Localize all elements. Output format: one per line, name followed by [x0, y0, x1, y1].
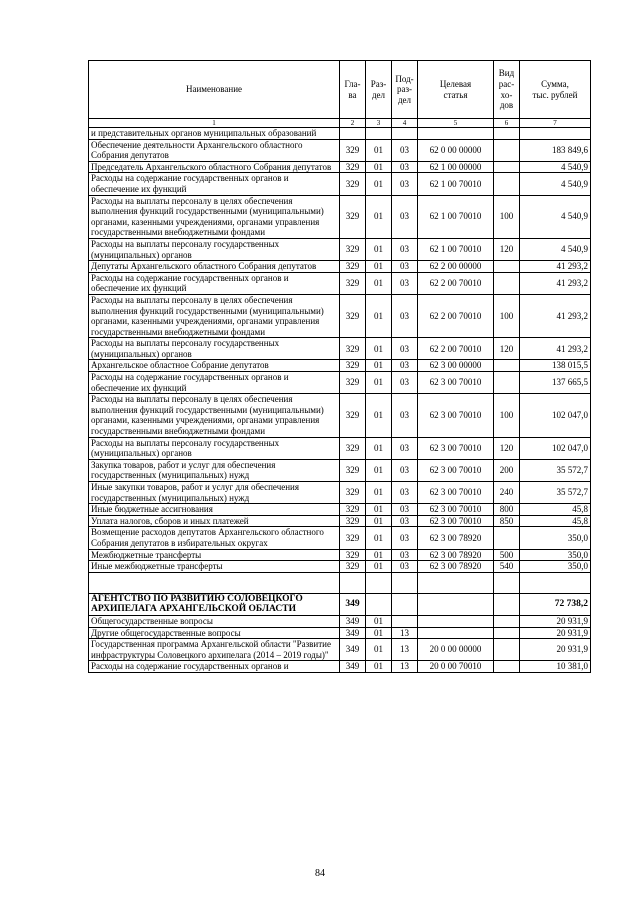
- row-chapter: [340, 572, 366, 593]
- row-target: [418, 615, 494, 627]
- row-sum: [520, 128, 591, 140]
- header-section: Раз- дел: [366, 61, 392, 119]
- column-number: 6: [494, 119, 520, 128]
- column-number: 3: [366, 119, 392, 128]
- row-exptype: 120: [494, 437, 520, 459]
- row-target: 62 3 00 00000: [418, 360, 494, 372]
- row-name: АГЕНТСТВО ПО РАЗВИТИЮ СОЛОВЕЦКОГО АРХИПЕЛАГА АРХАНГЕЛЬСКОЙ ОБЛАСТИ: [89, 593, 340, 615]
- row-section: 01: [366, 394, 392, 437]
- row-name: Расходы на выплаты персоналу государственных (муниципальных) органов: [89, 238, 340, 260]
- row-chapter: 349: [340, 661, 366, 673]
- row-subsection: 03: [392, 161, 418, 173]
- row-sum: 4 540,9: [520, 173, 591, 195]
- row-name: Закупка товаров, работ и услуг для обеспечения государственных (муниципальных) нужд: [89, 459, 340, 481]
- row-target: 20 0 00 00000: [418, 639, 494, 661]
- row-target: 62 1 00 70010: [418, 173, 494, 195]
- row-subsection: 03: [392, 437, 418, 459]
- header-target: Целевая статья: [418, 61, 494, 119]
- row-target: [418, 627, 494, 639]
- row-chapter: 329: [340, 195, 366, 238]
- page-number: 84: [315, 868, 325, 879]
- row-sum: 72 738,2: [520, 593, 591, 615]
- row-name: Государственная программа Архангельской области "Развитие инфраструктуры Соловецкого архипелага (2014 – 2019 годы)": [89, 639, 340, 661]
- header-exptype: Вид рас- хо- дов: [494, 61, 520, 119]
- row-section: 01: [366, 294, 392, 337]
- row-chapter: 329: [340, 338, 366, 360]
- table-row: [89, 661, 591, 673]
- row-sum: 350,0: [520, 561, 591, 573]
- row-sum: 35 572,7: [520, 459, 591, 481]
- row-target: 62 1 00 70010: [418, 195, 494, 238]
- row-subsection: 03: [392, 549, 418, 561]
- row-section: 01: [366, 161, 392, 173]
- row-section: 01: [366, 482, 392, 504]
- row-name: Расходы на выплаты персоналу в целях обеспечения выполнения функций государственными (муниципальными) органами, казенными учреждениями, органами управления государственными внебюджетными фондами: [89, 294, 340, 337]
- row-sum: 350,0: [520, 549, 591, 561]
- row-subsection: 03: [392, 561, 418, 573]
- row-section: 01: [366, 504, 392, 516]
- row-name: Обеспечение деятельности Архангельского областного Собрания депутатов: [89, 139, 340, 161]
- table-row: [89, 639, 591, 661]
- row-subsection: 03: [392, 294, 418, 337]
- column-number-row: [89, 119, 591, 128]
- row-target: 62 0 00 00000: [418, 139, 494, 161]
- row-chapter: 329: [340, 459, 366, 481]
- row-section: 01: [366, 639, 392, 661]
- column-number: 5: [418, 119, 494, 128]
- row-section: 01: [366, 437, 392, 459]
- row-sum: 102 047,0: [520, 394, 591, 437]
- table-row: [89, 593, 591, 615]
- row-chapter: 349: [340, 627, 366, 639]
- table-row: [89, 360, 591, 372]
- table-row: [89, 459, 591, 481]
- spacer-row: [89, 572, 591, 593]
- row-subsection: 13: [392, 661, 418, 673]
- row-subsection: 03: [392, 459, 418, 481]
- column-number: 2: [340, 119, 366, 128]
- row-name: Уплата налогов, сборов и иных платежей: [89, 515, 340, 527]
- row-section: 01: [366, 272, 392, 294]
- column-number: 7: [520, 119, 591, 128]
- row-subsection: 03: [392, 360, 418, 372]
- table-body: [89, 128, 591, 673]
- header-subsection: Под- раз- дел: [392, 61, 418, 119]
- row-name: Другие общегосударственные вопросы: [89, 627, 340, 639]
- row-chapter: [340, 128, 366, 140]
- row-exptype: [494, 272, 520, 294]
- row-section: 01: [366, 261, 392, 273]
- row-sum: 4 540,9: [520, 195, 591, 238]
- row-subsection: 03: [392, 238, 418, 260]
- row-target: 62 1 00 00000: [418, 161, 494, 173]
- row-name: Расходы на содержание государственных органов и обеспечение их функций: [89, 173, 340, 195]
- row-sum: 45,8: [520, 515, 591, 527]
- row-section: 01: [366, 195, 392, 238]
- row-subsection: 03: [392, 261, 418, 273]
- row-sum: 20 931,9: [520, 639, 591, 661]
- row-subsection: 03: [392, 195, 418, 238]
- row-chapter: 329: [340, 394, 366, 437]
- row-chapter: 329: [340, 360, 366, 372]
- row-target: 62 3 00 70010: [418, 394, 494, 437]
- row-sum: 41 293,2: [520, 261, 591, 273]
- row-target: 62 3 00 78920: [418, 549, 494, 561]
- row-chapter: 329: [340, 173, 366, 195]
- row-target: 62 3 00 70010: [418, 459, 494, 481]
- row-exptype: 540: [494, 561, 520, 573]
- row-chapter: 329: [340, 161, 366, 173]
- row-exptype: 200: [494, 459, 520, 481]
- row-target: [418, 572, 494, 593]
- table-row: [89, 272, 591, 294]
- row-exptype: [494, 627, 520, 639]
- row-name: Председатель Архангельского областного Собрания депутатов: [89, 161, 340, 173]
- row-section: 01: [366, 627, 392, 639]
- row-target: 62 1 00 70010: [418, 238, 494, 260]
- table-row: [89, 482, 591, 504]
- row-subsection: 03: [392, 527, 418, 549]
- row-subsection: 03: [392, 272, 418, 294]
- row-target: [418, 128, 494, 140]
- row-name: Расходы на содержание государственных органов и обеспечение их функций: [89, 272, 340, 294]
- row-subsection: [392, 572, 418, 593]
- row-section: 01: [366, 661, 392, 673]
- table-row: [89, 627, 591, 639]
- row-chapter: 329: [340, 272, 366, 294]
- row-chapter: 349: [340, 639, 366, 661]
- row-exptype: [494, 360, 520, 372]
- table-row: [89, 549, 591, 561]
- table-row: [89, 394, 591, 437]
- table-row: [89, 372, 591, 394]
- row-chapter: 329: [340, 482, 366, 504]
- row-sum: 138 015,5: [520, 360, 591, 372]
- table-row: [89, 515, 591, 527]
- row-exptype: [494, 261, 520, 273]
- row-exptype: [494, 615, 520, 627]
- table-row: [89, 561, 591, 573]
- row-chapter: 329: [340, 504, 366, 516]
- table-row: [89, 504, 591, 516]
- table-row: [89, 173, 591, 195]
- budget-table: [88, 60, 591, 673]
- row-exptype: 120: [494, 238, 520, 260]
- row-target: 62 3 00 70010: [418, 515, 494, 527]
- row-name: и представительных органов муниципальных образований: [89, 128, 340, 140]
- row-name: Архангельское областное Собрание депутатов: [89, 360, 340, 372]
- row-subsection: 03: [392, 515, 418, 527]
- row-subsection: 03: [392, 504, 418, 516]
- row-exptype: [494, 161, 520, 173]
- row-name: Иные бюджетные ассигнования: [89, 504, 340, 516]
- row-section: 01: [366, 561, 392, 573]
- row-subsection: [392, 615, 418, 627]
- row-sum: 137 665,5: [520, 372, 591, 394]
- row-section: [366, 128, 392, 140]
- row-chapter: 329: [340, 139, 366, 161]
- row-section: 01: [366, 549, 392, 561]
- row-sum: 102 047,0: [520, 437, 591, 459]
- row-exptype: [494, 639, 520, 661]
- row-chapter: 349: [340, 593, 366, 615]
- row-exptype: [494, 372, 520, 394]
- row-target: 62 2 00 70010: [418, 272, 494, 294]
- row-name: Депутаты Архангельского областного Собрания депутатов: [89, 261, 340, 273]
- row-sum: 183 849,6: [520, 139, 591, 161]
- row-section: 01: [366, 238, 392, 260]
- row-target: 62 2 00 70010: [418, 294, 494, 337]
- row-section: [366, 593, 392, 615]
- table-row: [89, 161, 591, 173]
- row-name: Расходы на выплаты персоналу государственных (муниципальных) органов: [89, 437, 340, 459]
- row-sum: 41 293,2: [520, 338, 591, 360]
- row-chapter: 349: [340, 615, 366, 627]
- row-exptype: 100: [494, 394, 520, 437]
- row-sum: 41 293,2: [520, 294, 591, 337]
- row-section: 01: [366, 459, 392, 481]
- row-name: Расходы на выплаты персоналу в целях обеспечения выполнения функций государственными (муниципальными) органами, казенными учреждениями, органами управления государственными внебюджетными фондами: [89, 394, 340, 437]
- row-target: 62 3 00 70010: [418, 504, 494, 516]
- row-sum: 20 931,9: [520, 615, 591, 627]
- row-name: Расходы на содержание государственных органов и: [89, 661, 340, 673]
- row-chapter: 329: [340, 238, 366, 260]
- row-chapter: 329: [340, 294, 366, 337]
- row-exptype: [494, 139, 520, 161]
- table-row: [89, 338, 591, 360]
- row-name: [89, 572, 340, 593]
- row-section: [366, 572, 392, 593]
- row-subsection: 03: [392, 372, 418, 394]
- row-sum: 20 931,9: [520, 627, 591, 639]
- header-chapter: Гла- ва: [340, 61, 366, 119]
- row-name: Расходы на содержание государственных органов и обеспечение их функций: [89, 372, 340, 394]
- row-target: 62 3 00 70010: [418, 372, 494, 394]
- row-target: [418, 593, 494, 615]
- table-row: [89, 195, 591, 238]
- header-sum: Сумма, тыс. рублей: [520, 61, 591, 119]
- row-chapter: 329: [340, 527, 366, 549]
- row-exptype: 850: [494, 515, 520, 527]
- table-row: [89, 261, 591, 273]
- row-sum: 45,8: [520, 504, 591, 516]
- row-target: 62 2 00 00000: [418, 261, 494, 273]
- row-subsection: 03: [392, 482, 418, 504]
- row-target: 62 2 00 70010: [418, 338, 494, 360]
- row-subsection: 13: [392, 639, 418, 661]
- row-exptype: 100: [494, 294, 520, 337]
- row-target: 62 3 00 70010: [418, 482, 494, 504]
- row-name: Возмещение расходов депутатов Архангельского областного Собрания депутатов в избирательных округах: [89, 527, 340, 549]
- row-name: Межбюджетные трансферты: [89, 549, 340, 561]
- row-section: 01: [366, 360, 392, 372]
- row-exptype: [494, 661, 520, 673]
- row-name: Общегосударственные вопросы: [89, 615, 340, 627]
- header-name: Наименование: [89, 61, 340, 119]
- row-exptype: 500: [494, 549, 520, 561]
- row-exptype: [494, 527, 520, 549]
- row-name: Иные закупки товаров, работ и услуг для обеспечения государственных (муниципальных) нужд: [89, 482, 340, 504]
- table-row: [89, 527, 591, 549]
- row-exptype: [494, 173, 520, 195]
- row-exptype: 120: [494, 338, 520, 360]
- row-exptype: 240: [494, 482, 520, 504]
- row-sum: 4 540,9: [520, 161, 591, 173]
- row-exptype: [494, 572, 520, 593]
- row-section: 01: [366, 372, 392, 394]
- row-name: Иные межбюджетные трансферты: [89, 561, 340, 573]
- row-exptype: 100: [494, 195, 520, 238]
- row-exptype: [494, 593, 520, 615]
- row-sum: [520, 572, 591, 593]
- row-target: 62 3 00 70010: [418, 437, 494, 459]
- row-chapter: 329: [340, 261, 366, 273]
- row-sum: 350,0: [520, 527, 591, 549]
- row-subsection: 03: [392, 338, 418, 360]
- table-row: [89, 128, 591, 140]
- row-chapter: 329: [340, 515, 366, 527]
- row-subsection: 03: [392, 173, 418, 195]
- row-target: 62 3 00 78920: [418, 561, 494, 573]
- table-row: [89, 615, 591, 627]
- row-exptype: [494, 128, 520, 140]
- row-section: 01: [366, 173, 392, 195]
- row-subsection: 13: [392, 627, 418, 639]
- row-target: 62 3 00 78920: [418, 527, 494, 549]
- table-row: [89, 139, 591, 161]
- row-sum: 10 381,0: [520, 661, 591, 673]
- row-section: 01: [366, 139, 392, 161]
- row-chapter: 329: [340, 561, 366, 573]
- row-sum: 4 540,9: [520, 238, 591, 260]
- table-header-row: [89, 61, 591, 119]
- row-section: 01: [366, 515, 392, 527]
- row-exptype: 800: [494, 504, 520, 516]
- row-chapter: 329: [340, 437, 366, 459]
- table-row: [89, 437, 591, 459]
- row-section: 01: [366, 338, 392, 360]
- row-sum: 35 572,7: [520, 482, 591, 504]
- table-row: [89, 238, 591, 260]
- row-section: 01: [366, 615, 392, 627]
- row-subsection: 03: [392, 139, 418, 161]
- row-subsection: [392, 593, 418, 615]
- row-name: Расходы на выплаты персоналу государственных (муниципальных) органов: [89, 338, 340, 360]
- column-number: 4: [392, 119, 418, 128]
- row-name: Расходы на выплаты персоналу в целях обеспечения выполнения функций государственными (муниципальными) органами, казенными учреждениями, органами управления государственными внебюджетными фондами: [89, 195, 340, 238]
- row-sum: 41 293,2: [520, 272, 591, 294]
- column-number: 1: [89, 119, 340, 128]
- row-target: 20 0 00 70010: [418, 661, 494, 673]
- row-chapter: 329: [340, 549, 366, 561]
- row-subsection: [392, 128, 418, 140]
- row-subsection: 03: [392, 394, 418, 437]
- row-chapter: 329: [340, 372, 366, 394]
- row-section: 01: [366, 527, 392, 549]
- table-row: [89, 294, 591, 337]
